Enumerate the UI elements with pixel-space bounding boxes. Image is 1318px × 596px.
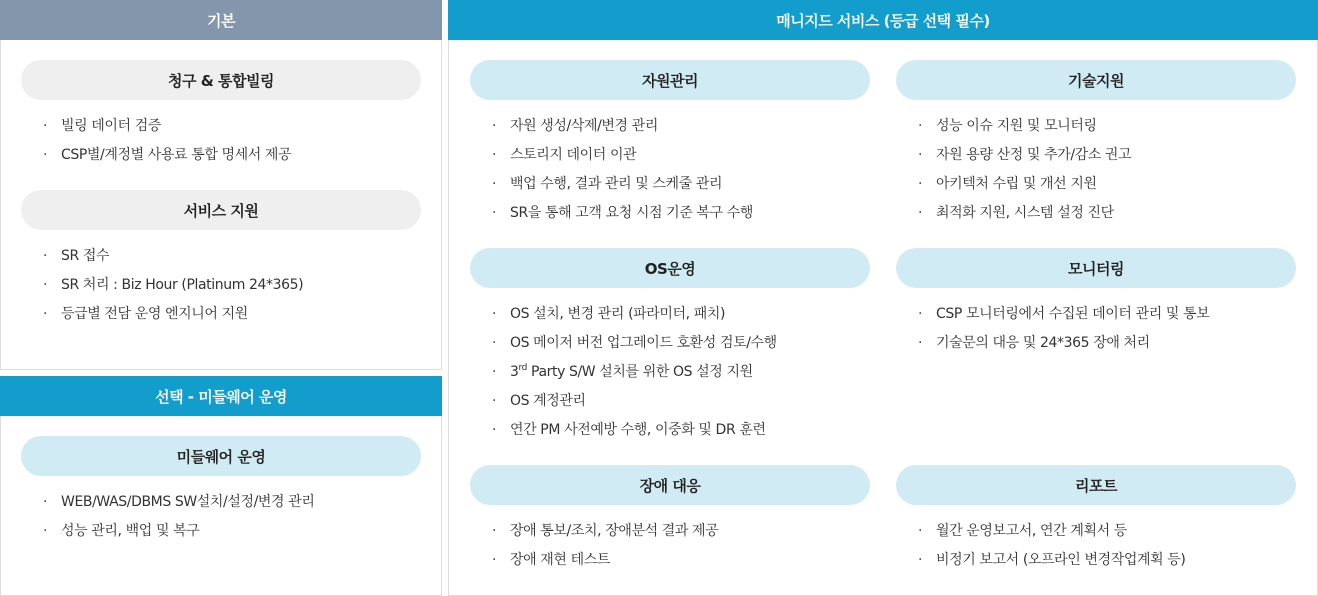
bullet-dot: · <box>43 248 48 264</box>
managed-panel-header: 매니지드 서비스 (등급 선택 필수) <box>448 0 1318 40</box>
list-item: · 등급별 전담 운영 엔지니어 지원 <box>43 300 303 329</box>
bullet-dot: · <box>492 306 497 322</box>
middleware-panel <box>0 376 442 596</box>
bullet-dot: · <box>918 523 923 539</box>
monitoring-pill: 모니터링 <box>896 248 1296 288</box>
list-item: · 장애 재현 테스트 <box>492 546 718 575</box>
bullet-dot: · <box>43 306 48 322</box>
bullet-dot: · <box>918 118 923 134</box>
bullet-dot: · <box>918 205 923 221</box>
report-pill: 리포트 <box>896 465 1296 505</box>
bullet-dot: · <box>918 176 923 192</box>
billing-pill: 청구 & 통합빌링 <box>21 60 421 100</box>
list-item: · 백업 수행, 결과 관리 및 스케줄 관리 <box>492 170 753 199</box>
list-item: · 3rd Party S/W 설치를 위한 OS 설정 지원 <box>492 358 777 387</box>
ordinal-superscript: rd <box>518 363 527 373</box>
middleware-pill: 미들웨어 운영 <box>21 436 421 476</box>
bullet-dot: · <box>492 147 497 163</box>
os-operation-list <box>492 300 777 445</box>
list-item: · SR을 통해 고객 요청 시점 기준 복구 수행 <box>492 199 753 228</box>
list-item: · 성능 이슈 지원 및 모니터링 <box>918 112 1131 141</box>
bullet-dot: · <box>43 523 48 539</box>
list-item: · 월간 운영보고서, 연간 계획서 등 <box>918 517 1185 546</box>
middleware-list <box>43 488 314 546</box>
os-operation-pill: OS운영 <box>470 248 870 288</box>
service-support-pill: 서비스 지원 <box>21 190 421 230</box>
list-item: · SR 접수 <box>43 242 303 271</box>
list-item: · CSP 모니터링에서 수집된 데이터 관리 및 통보 <box>918 300 1209 329</box>
list-item: · OS 메이저 버전 업그레이드 호환성 검토/수행 <box>492 329 777 358</box>
resource-list <box>492 112 753 228</box>
resource-pill: 자원관리 <box>470 60 870 100</box>
list-item: · 자원 생성/삭제/변경 관리 <box>492 112 753 141</box>
billing-list <box>43 112 291 170</box>
list-item: · 성능 관리, 백업 및 복구 <box>43 517 314 546</box>
list-item: · SR 처리 : Biz Hour (Platinum 24*365) <box>43 271 303 300</box>
basic-panel-header: 기본 <box>0 0 442 40</box>
incident-response-list <box>492 517 718 575</box>
list-item: · OS 설치, 변경 관리 (파라미터, 패치) <box>492 300 777 329</box>
list-item: · 최적화 지원, 시스템 설정 진단 <box>918 199 1131 228</box>
tech-support-list <box>918 112 1131 228</box>
incident-response-pill: 장애 대응 <box>470 465 870 505</box>
bullet-dot: · <box>918 306 923 322</box>
service-support-list <box>43 242 303 329</box>
bullet-dot: · <box>492 364 497 380</box>
list-item: · 빌링 데이터 검증 <box>43 112 291 141</box>
monitoring-list <box>918 300 1209 358</box>
bullet-dot: · <box>918 552 923 568</box>
list-item: · OS 계정관리 <box>492 387 777 416</box>
bullet-dot: · <box>492 422 497 438</box>
bullet-dot: · <box>492 335 497 351</box>
bullet-dot: · <box>43 494 48 510</box>
bullet-dot: · <box>43 277 48 293</box>
list-item: · 기술문의 대응 및 24*365 장애 처리 <box>918 329 1209 358</box>
bullet-dot: · <box>918 335 923 351</box>
list-item: · 연간 PM 사전예방 수행, 이중화 및 DR 훈련 <box>492 416 777 445</box>
list-item: · CSP별/계정별 사용료 통합 명세서 제공 <box>43 141 291 170</box>
basic-panel <box>0 0 442 370</box>
bullet-dot: · <box>492 205 497 221</box>
list-item: · 비정기 보고서 (오프라인 변경작업계획 등) <box>918 546 1185 575</box>
bullet-dot: · <box>492 118 497 134</box>
list-item: · WEB/WAS/DBMS SW설치/설정/변경 관리 <box>43 488 314 517</box>
list-item: · 스토리지 데이터 이관 <box>492 141 753 170</box>
list-item: · 아키텍처 수립 및 개선 지원 <box>918 170 1131 199</box>
bullet-dot: · <box>43 147 48 163</box>
bullet-dot: · <box>43 118 48 134</box>
list-item: · 장애 통보/조치, 장애분석 결과 제공 <box>492 517 718 546</box>
middleware-panel-header: 선택 - 미들웨어 운영 <box>0 376 442 416</box>
report-list <box>918 517 1185 575</box>
bullet-dot: · <box>492 393 497 409</box>
list-item: · 자원 용량 산정 및 추가/감소 권고 <box>918 141 1131 170</box>
bullet-dot: · <box>492 552 497 568</box>
tech-support-pill: 기술지원 <box>896 60 1296 100</box>
bullet-dot: · <box>492 523 497 539</box>
managed-panel <box>448 0 1318 596</box>
bullet-dot: · <box>492 176 497 192</box>
bullet-dot: · <box>918 147 923 163</box>
